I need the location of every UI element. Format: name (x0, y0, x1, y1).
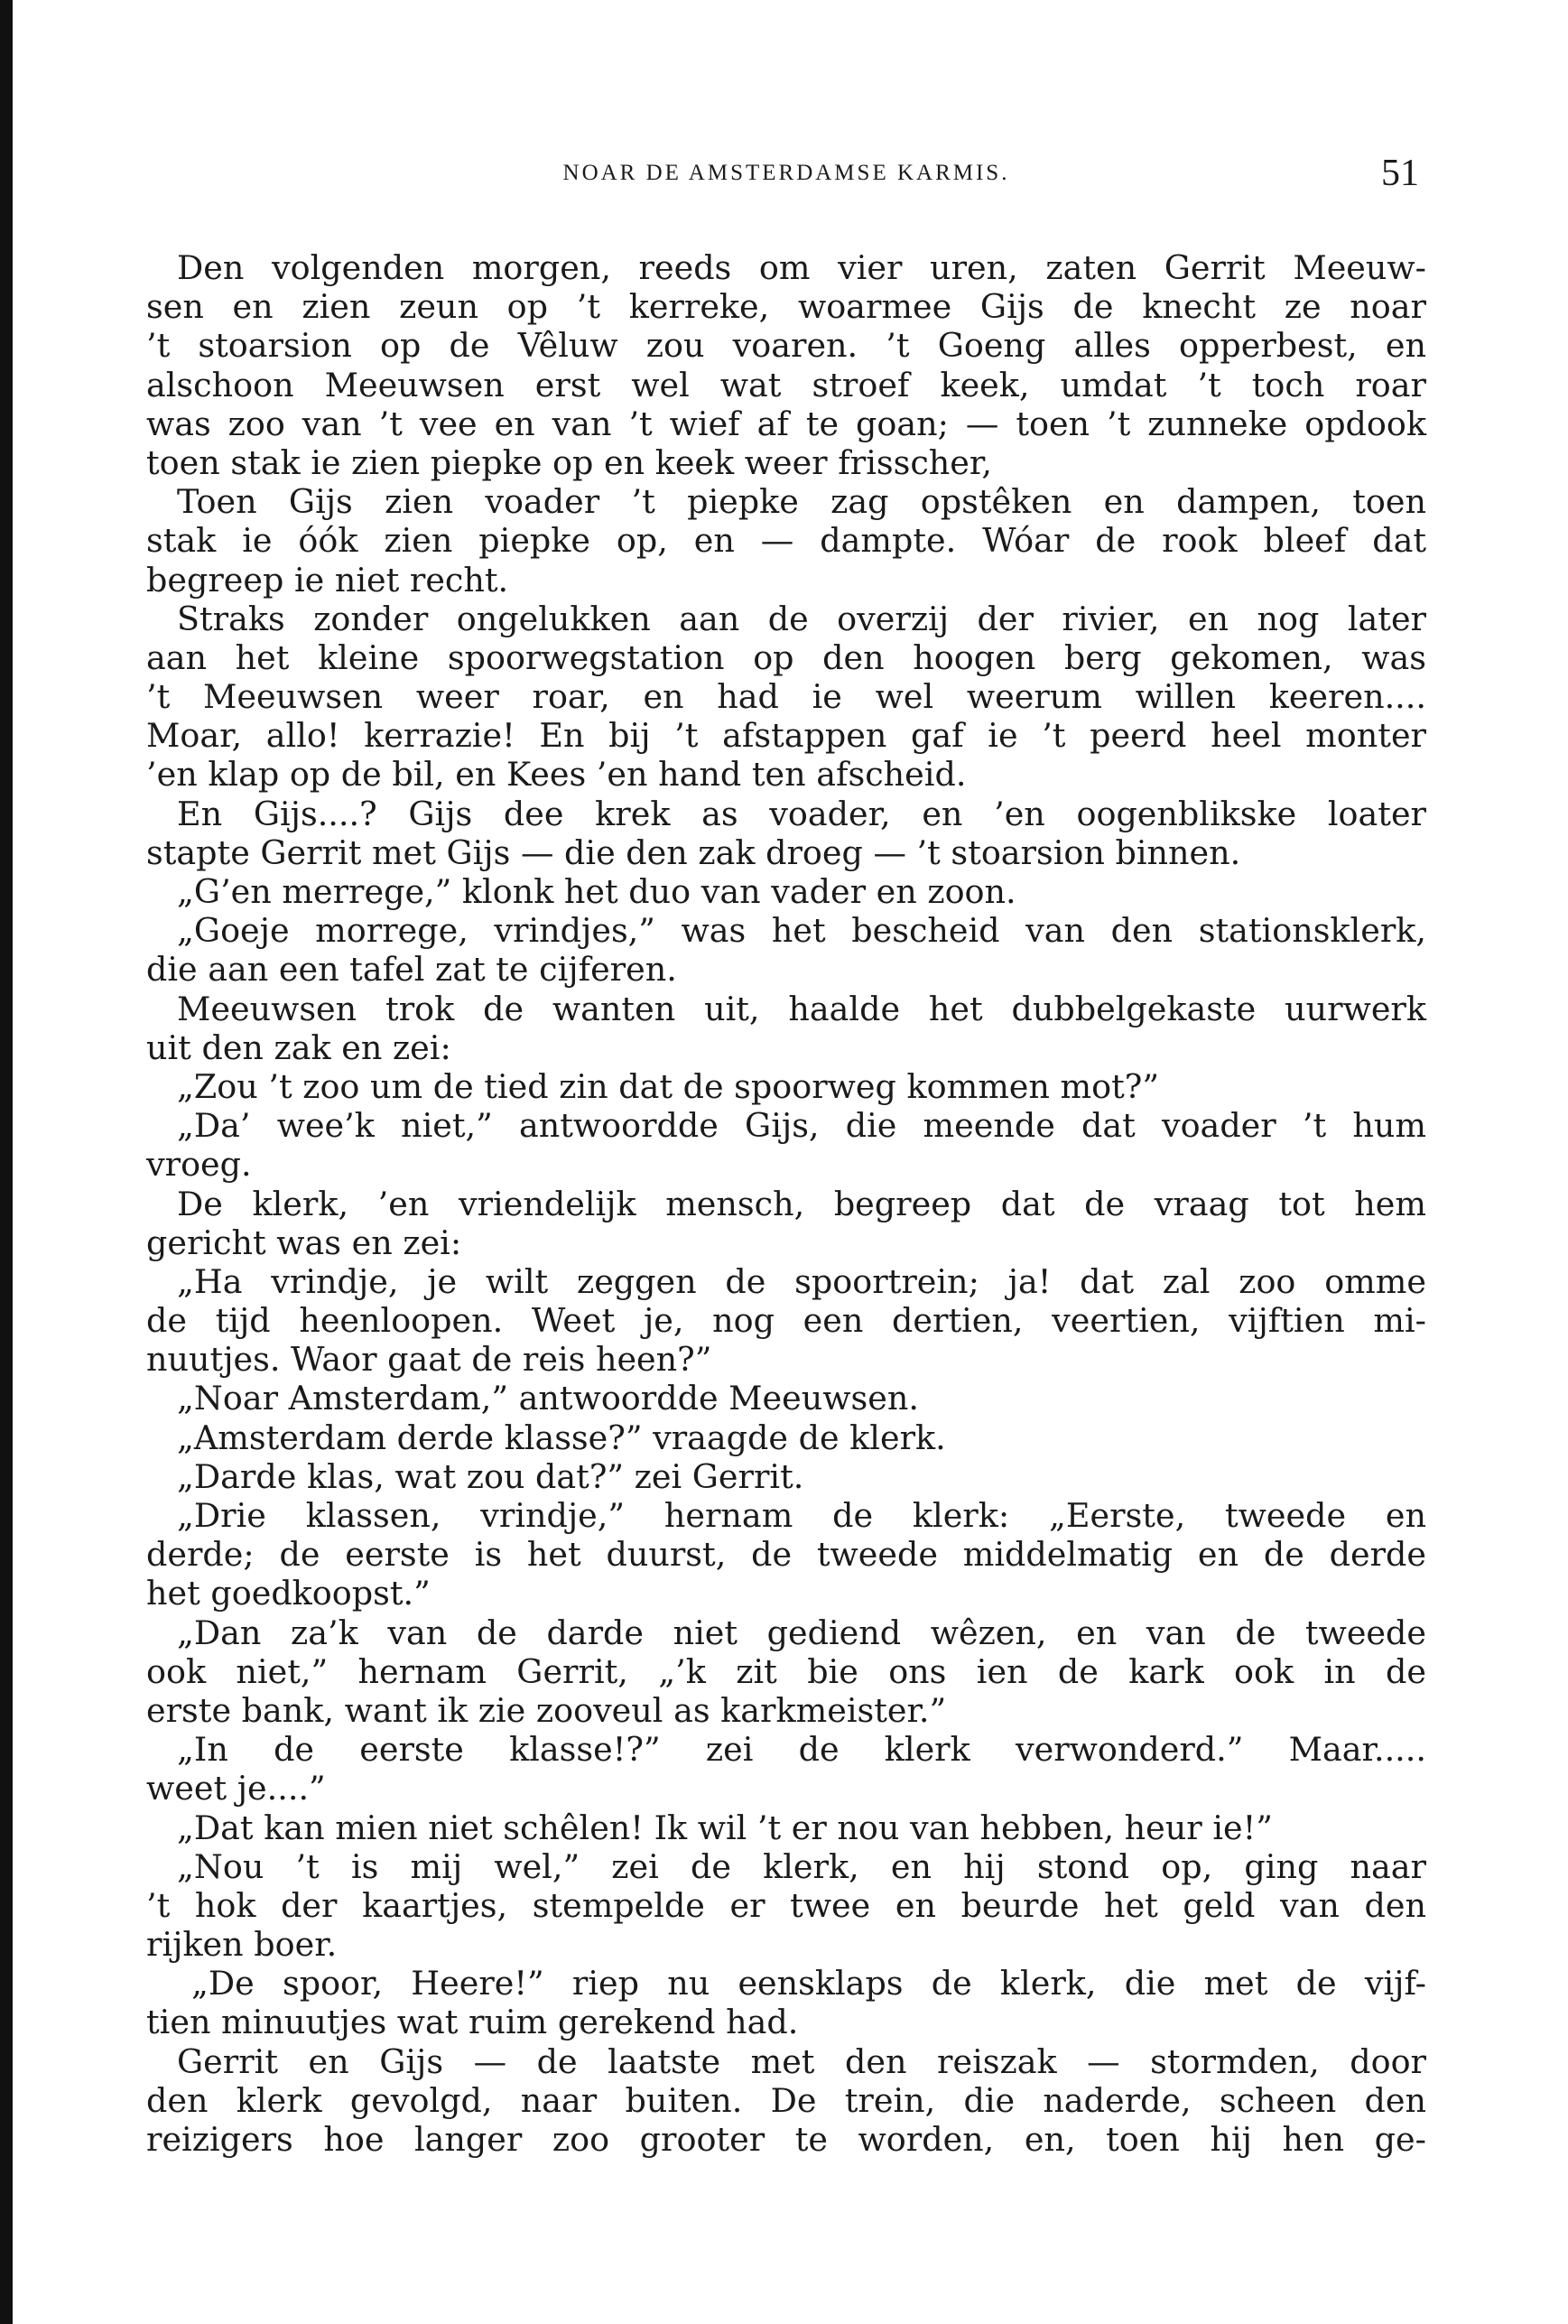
text-line: erste bank, want ik zie zooveul as karkmeister.” (146, 1690, 947, 1730)
text-line: aan het kleine spoorwegstation op den hoogen berg gekomen, was (146, 637, 1426, 677)
page-number: 51 (1381, 153, 1419, 194)
text-line: het goedkoopst.” (146, 1574, 431, 1613)
text-line: derde; de eerste is het duurst, de tweede middelmatig en de derde (146, 1535, 1426, 1575)
text-line: de tijd heenloopen. Weet je, nog een dertien, veertien, vijftien mi- (146, 1301, 1426, 1341)
text-line: Moar, allo! kerrazie! En bij ’t afstappen gaf ie ’t peerd heel monter (146, 716, 1426, 756)
text-line: nuutjes. Waor gaat de reis heen?” (146, 1340, 712, 1380)
text-line: vroeg. (146, 1145, 252, 1185)
text-line: Toen Gijs zien voader ’t piepke zag opstêken en dampen, toen (177, 482, 1426, 522)
text-line: uit den zak en zei: (146, 1027, 451, 1067)
text-line: „Zou ’t zoo um de tied zin dat de spoorweg kommen mot?” (177, 1066, 1159, 1106)
text-line: ’t Meeuwsen weer roar, en had ie wel weerum willen keeren.... (146, 677, 1426, 717)
text-line: Gerrit en Gijs — de laatste met den reiszak — stormden, door (177, 2041, 1426, 2081)
text-line: weet je....” (146, 1769, 326, 1808)
text-line: tien minuutjes wat ruim gerekend had. (146, 2003, 799, 2042)
text-line: alschoon Meeuwsen erst wel wat stroef keek, umdat ’t toch roar (146, 365, 1426, 404)
text-line: „G’en merrege,” klonk het duo van vader en zoon. (177, 872, 1016, 911)
text-line: reizigers hoe langer zoo grooter te worden, en, toen hij hen ge- (146, 2120, 1426, 2159)
text-line: „In de eerste klasse!?” zei de klerk verwonderd.” Maar..... (177, 1730, 1426, 1770)
binding-edge (0, 0, 13, 2324)
text-line: was zoo van ’t vee en van ’t wief af te goan; — toen ’t zunneke opdook (146, 404, 1426, 443)
text-line: den klerk gevolgd, naar buiten. De trein, die naderde, scheen den (146, 2080, 1426, 2120)
text-line: Straks zonder ongelukken aan de overzij der rivier, en nog later (177, 599, 1426, 638)
text-line: sen en zien zeun op ’t kerreke, woarmee Gijs de knecht ze noar (146, 287, 1426, 327)
text-line: „Drie klassen, vrindje,” hernam de klerk: „Eerste, tweede en (177, 1496, 1426, 1535)
text-line: stak ie óók zien piepke op, en — dampte. Wóar de rook bleef dat (146, 521, 1426, 561)
text-line: „Nou ’t is mij wel,” zei de klerk, en hij stond op, ging naar (177, 1846, 1426, 1886)
text-line: rijken boer. (146, 1925, 338, 1965)
text-line: „Noar Amsterdam,” antwoordde Meeuwsen. (177, 1379, 919, 1418)
text-line: ook niet,” hernam Gerrit, „’k zit bie ons ien de kark ook in de (146, 1651, 1426, 1691)
text-line: toen stak ie zien piepke op en keek weer frisscher, (146, 442, 992, 482)
text-line: die aan een tafel zat te cijferen. (146, 950, 677, 990)
text-line: „Dan za’k van de darde niet gediend wêzen, en van de tweede (177, 1613, 1426, 1652)
text-line: „Goeje morrege, vrindjes,” was het bescheid van den stationsklerk, (177, 911, 1426, 951)
text-line: De klerk, ’en vriendelijk mensch, begreep dat de vraag tot hem (177, 1184, 1426, 1223)
running-title: NOAR DE AMSTERDAMSE KARMIS. (562, 161, 1010, 185)
body-text (146, 248, 1426, 2159)
text-line: „Da’ wee’k niet,” antwoordde Gijs, die meende dat voader ’t hum (177, 1106, 1426, 1146)
page-header (146, 144, 1426, 199)
text-line: „Dat kan mien niet schêlen! Ik wil ’t er nou van hebben, heur ie!” (177, 1808, 1273, 1847)
text-line: ’en klap op de bil, en Kees ’en hand ten afscheid. (146, 755, 967, 795)
text-line: begreep ie niet recht. (146, 560, 509, 600)
text-line: En Gijs....? Gijs dee krek as voader, en ’en oogenblikske loater (177, 794, 1426, 833)
text-line: ’t hok der kaartjes, stempelde er twee en beurde het geld van den (146, 1885, 1426, 1925)
text-line: ’t stoarsion op de Vêluw zou voaren. ’t Goeng alles opperbest, en (146, 326, 1426, 366)
text-line: „Darde klas, wat zou dat?” zei Gerrit. (177, 1456, 804, 1496)
text-line: „Amsterdam derde klasse?” vraagde de klerk. (177, 1418, 946, 1457)
text-line: „Ha vrindje, je wilt zeggen de spoortrein; ja! dat zal zoo omme (177, 1261, 1426, 1301)
text-line: gericht was en zei: (146, 1222, 462, 1262)
text-line: Den volgenden morgen, reeds om vier uren, zaten Gerrit Meeuw- (177, 248, 1426, 287)
text-line: „De spoor, Heere!” riep nu eensklaps de klerk, die met de vijf- (191, 1964, 1426, 2003)
text-line: Meeuwsen trok de wanten uit, haalde het dubbelgekaste uurwerk (177, 989, 1426, 1028)
text-line: stapte Gerrit met Gijs — die den zak droeg — ’t stoarsion binnen. (146, 832, 1241, 872)
